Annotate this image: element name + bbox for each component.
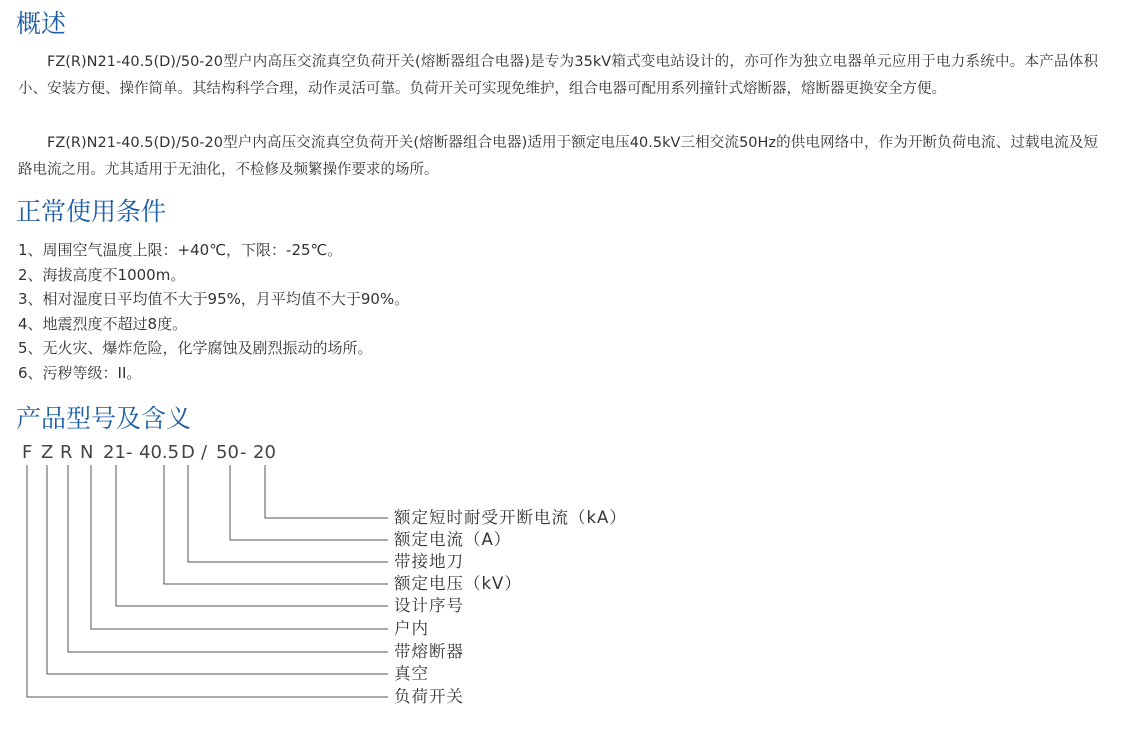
condition-item-5: 5、无火灾、爆炸危险，化学腐蚀及剧烈振动的场所。 xyxy=(18,339,373,358)
model-heading: 产品型号及含义 xyxy=(16,404,192,433)
code-part-d: D xyxy=(181,442,195,463)
code-part-n: N xyxy=(80,442,94,463)
overview-heading: 概述 xyxy=(16,9,67,38)
code-part-z: Z xyxy=(41,442,54,463)
condition-item-2: 2、海拔高度不1000m。 xyxy=(18,265,186,284)
code-part-slash: / xyxy=(201,442,208,463)
connector-rated-current xyxy=(230,465,388,540)
label-short-time-current: 额定短时耐受开断电流（kA） xyxy=(394,508,627,527)
label-load-switch: 负荷开关 xyxy=(394,687,464,706)
code-part-50: 50 xyxy=(216,442,239,463)
connector-rated-voltage xyxy=(164,465,388,584)
code-part-dash-1: - xyxy=(126,442,133,463)
label-fuse: 带熔断器 xyxy=(394,642,464,661)
connector-vacuum xyxy=(47,465,388,674)
label-earthing-switch: 带接地刀 xyxy=(394,552,464,571)
connector-load-switch xyxy=(27,465,388,697)
condition-item-6: 6、污秽等级：II。 xyxy=(18,363,142,382)
label-design-number: 设计序号 xyxy=(394,596,464,615)
connector-indoor xyxy=(91,465,388,629)
conditions-heading: 正常使用条件 xyxy=(16,197,167,226)
label-rated-voltage: 额定电压（kV） xyxy=(394,574,522,593)
code-part-voltage: 40.5 xyxy=(139,442,180,463)
condition-item-4: 4、地震烈度不超过8度。 xyxy=(18,314,188,333)
code-part-r: R xyxy=(60,442,73,463)
connector-short-time-current xyxy=(265,465,388,518)
code-part-f: F xyxy=(22,442,33,463)
connector-earthing-switch xyxy=(188,465,388,562)
condition-item-1: 1、周围空气温度上限：+40℃，下限：-25℃。 xyxy=(18,241,343,259)
label-rated-current: 额定电流（A） xyxy=(394,530,512,549)
overview-paragraph-1: FZ(R)N21-40.5(D)/50-20型户内高压交流真空负荷开关(熔断器组合电器)是专为35kV箱式变电站设计的，亦可作为独立电器单元应用于电力系统中。本产品体积小、安装方便、操作简单。其结构科学合理，动作灵活可靠。负荷开关可实现免维护，组合电器可配用系列撞针式熔断器，熔断器更换安全方便。 xyxy=(18,54,1098,97)
label-vacuum: 真空 xyxy=(394,664,429,683)
label-indoor: 户内 xyxy=(394,619,429,638)
code-part-dash-2: - xyxy=(240,442,247,463)
connector-design-number xyxy=(116,465,388,606)
condition-item-3: 3、相对湿度日平均值不大于95%，月平均值不大于90%。 xyxy=(18,290,410,309)
code-part-20: 20 xyxy=(253,442,276,463)
overview-paragraph-2: FZ(R)N21-40.5(D)/50-20型户内高压交流真空负荷开关(熔断器组合电器)适用于额定电压40.5kV三相交流50Hz的供电网络中，作为开断负荷电流、过载电流及短路电流之用。尤其适用于无油化，不检修及频繁操作要求的场所。 xyxy=(18,135,1098,178)
code-part-21: 21 xyxy=(103,442,126,463)
